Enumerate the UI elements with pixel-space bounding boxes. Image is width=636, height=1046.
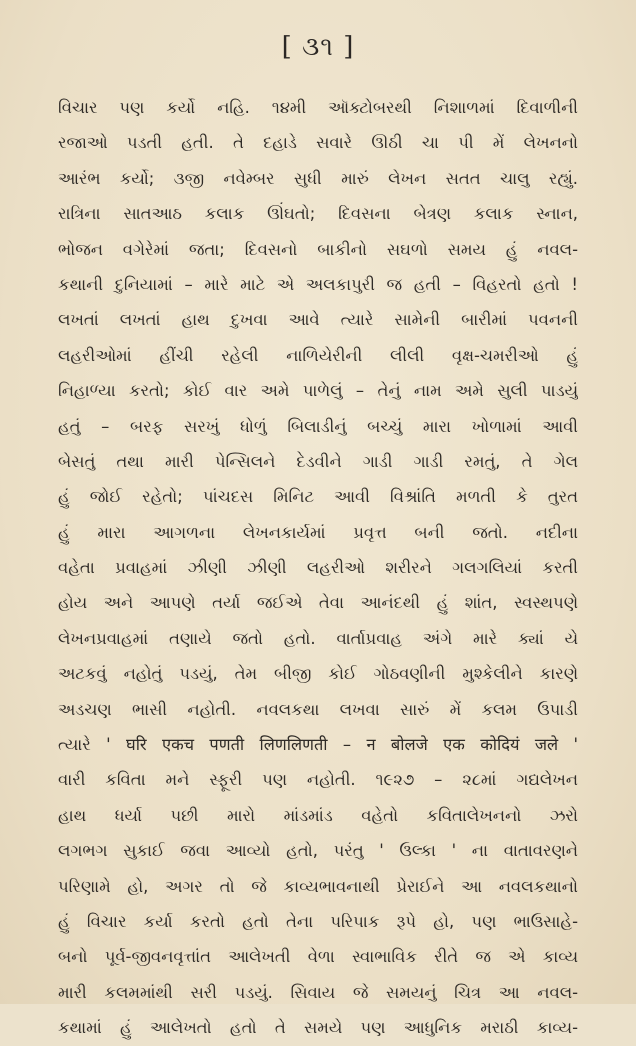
text-line: લહરીઓમાં હીંચી રહેલી નાળિયેરીની લીલી વૃક્ષ-ચમરીઓ હું (58, 345, 578, 365)
text-line: લગભગ સુકાઈ જવા આવ્યો હતો, પરંતુ ' ઉલ્કા ' ના વાતાવરણને (58, 841, 578, 861)
text-line: ભોજન વગેરેમાં જતા; દિવસનો બાકીનો સઘળો સમય હું નવલ- (58, 239, 578, 259)
text-line: મારી કલમમાંથી સરી પડયું. સિવાય જે સમયનું ચિત્ર આ નવલ- (58, 982, 578, 1002)
text-line: હાથ ધર્યા પછી મારો માંડમાંડ વહેતો કવિતાલેખનનો ઝરો (58, 805, 578, 825)
text-line: હોય અને આપણે તર્યા જઈએ તેવા આનંદથી હું શાંત, સ્વસ્થપણે (58, 593, 578, 613)
text-line: લખતાં લખતાં હાથ દુખવા આવે ત્યારે સામેની બારીમાં પવનની (58, 310, 578, 330)
text-line: અટકવું નહોતું પડયું, તેમ બીજી કોઈ ગોઠવણીની મુશ્કેલીને કારણે (58, 664, 578, 684)
text-line: કથામાં હું આલેખતો હતો તે સમયે પણ આધુનિક મરાઠી કાવ્ય- (58, 1018, 578, 1038)
text-line: વહેતા પ્રવાહમાં ઝીણી ઝીણી લહરીઓ શરીરને ગલગલિયાં કરતી (58, 558, 578, 578)
text-line: વિચાર પણ કર્યો નહિ. ૧૪મી ઑક્ટોબરથી નિશાળમાં દિવાળીની (58, 98, 578, 117)
text-line: હતું – બરફ સરખું ધોળું બિલાડીનું બચ્ચું મારા ખોળામાં આવી (58, 416, 578, 436)
text-line: નિહાળ્યા કરતો; કોઈ વાર અમે પાળેલું – તેનું નામ અમે સુલી પાડયું (58, 381, 578, 401)
text-line: કથાની દુનિયામાં – મારે માટે એ અલકાપુરી જ હતી – વિહરતો હતો ! (58, 274, 578, 294)
text-line: વારી કવિતા મને સ્ફૂરી પણ નહોતી. ૧૯૨૭ – ૨૮માં ગદ્યલેખન (58, 770, 578, 790)
text-line: અડચણ ભાસી નહોતી. નવલકથા લખવા સારું મેં કલમ ઉપાડી (58, 699, 578, 719)
body-text (58, 90, 578, 1046)
text-line: હું જોઈ રહેતો; પાંચદસ મિનિટ આવી વિશ્રાંતિ મળતી કે તુરત (58, 487, 578, 507)
text-line: રાત્રિના સાતઆઠ કલાક ઊંઘતો; દિવસના બેત્રણ કલાક સ્નાન, (58, 204, 578, 224)
text-line: હું મારા આગળના લેખનકાર્યમાં પ્રવૃત્ત બની જતો. નદીના (58, 522, 578, 542)
page-number: [ ૩૧ ] (281, 32, 355, 62)
text-line: હું વિચાર કર્યા કરતો હતો તેના પરિપાક રૂપે હો, પણ ભાઉસાહે- (58, 911, 578, 931)
text-line: બેસતું તથા મારી પેન્સિલને દેડવીને ગાડી ગાડી રમતું, તે ગેલ (58, 451, 578, 471)
text-line: બનો પૂર્વ-જીવનવૃત્તાંત આલેખતી વેળા સ્વાભાવિક રીતે જ એ કાવ્ય (58, 947, 578, 967)
text-line: રજાઓ પડતી હતી. તે દહાડે સવારે ઊઠી ચા પી મેં લેખનનો (58, 133, 578, 153)
text-line: લેખનપ્રવાહમાં તણાયે જતો હતો. વાર્તાપ્રવાહ અંગે મારે ક્યાં યે (58, 628, 578, 648)
text-line: પરિણામે હો, અગર તો જે કાવ્યભાવનાથી પ્રેરાઈને આ નવલકથાનો (58, 876, 578, 896)
text-line: આરંભ કર્યો; ૩જી નવેમ્બર સુધી મારું લેખન સતત ચાલુ રહ્યું. (58, 168, 578, 188)
text-line: ત્યારે ' घरि एकच पणती लिणलिणती – न बोलजे एक कोदियं जले ' (58, 735, 578, 755)
